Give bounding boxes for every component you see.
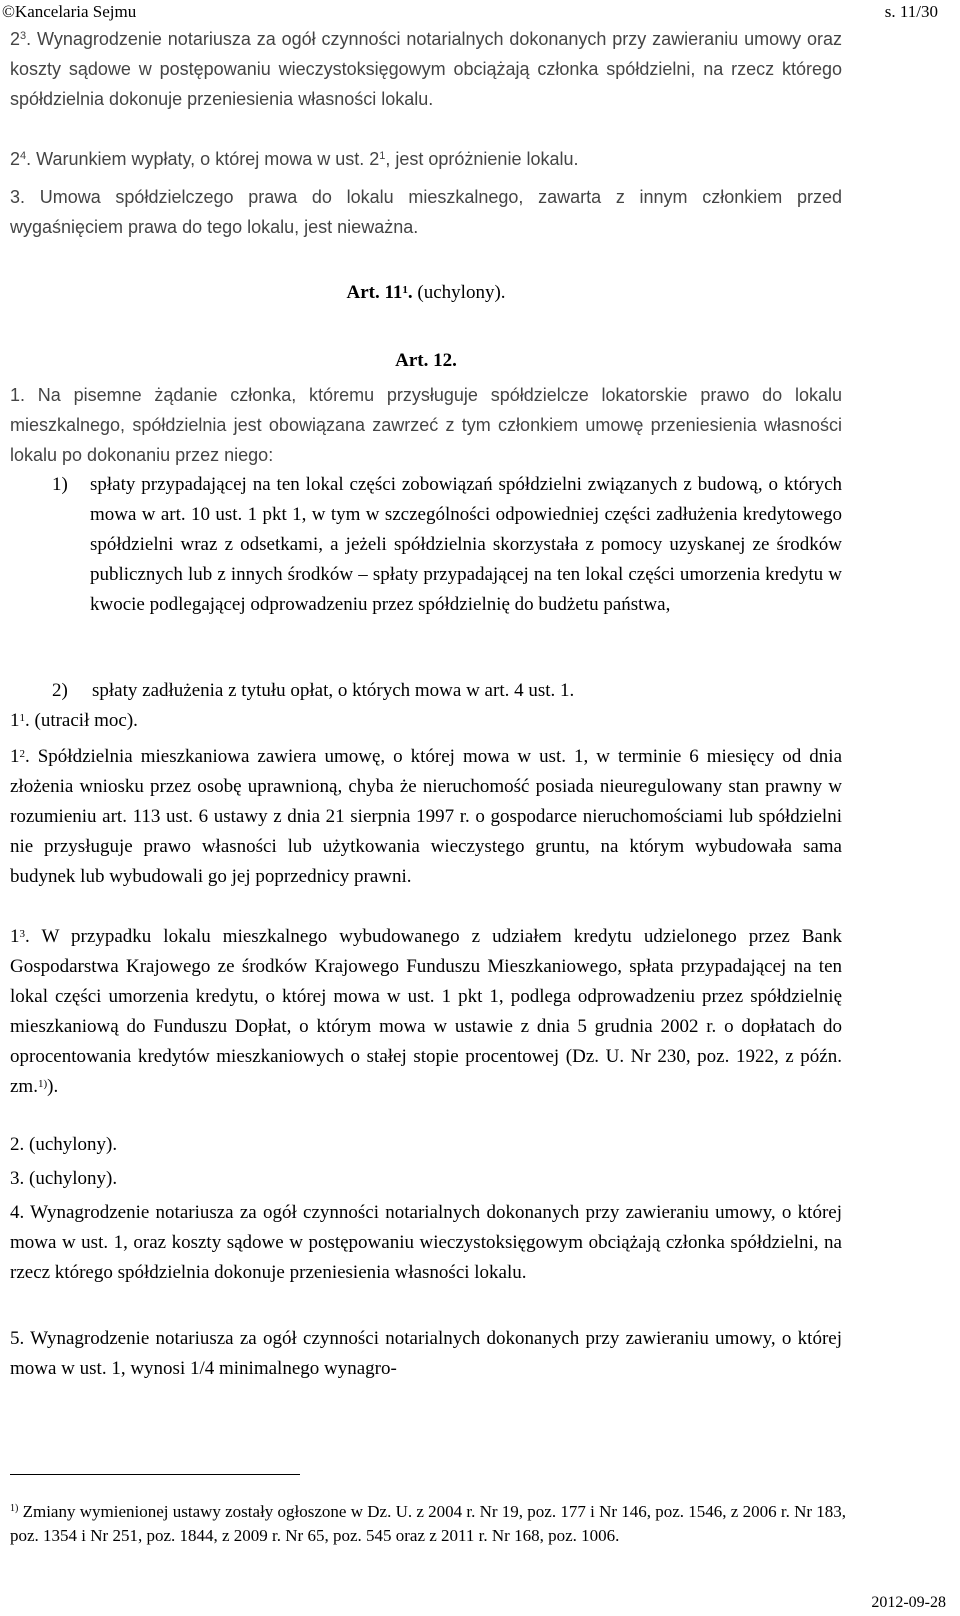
paragraph-2: 2. (uchylony). [10,1134,118,1155]
paragraph-3-repealed: 3. (uchylony). [10,1168,118,1189]
page-header [0,2,960,24]
footnote-text: Zmiany wymienionej ustawy zostały ogłoszone w Dz. U. z 2004 r. Nr 19, poz. 177 i Nr 146, poz. 1546, z 2006 r. Nr 183, poz. 1354 i Nr 251, poz. 1844, z 2009 r. Nr 65, poz. 545 oraz z 2011 r. Nr 168, poz. 1006. [10,1502,847,1545]
paragraph-1-1: $1^1$. (utracił moc). [10,710,138,731]
paragraph-5: 5. Wynagrodzenie notariusza za ogół czynności notarialnych dokonanych przy zawieraniu umowy, o której mowa w ust. 1, wynosi 1/4 minimalnego wynagro- [10,1328,842,1379]
paragraph-3: 3. Umowa spółdzielczego prawa do lokalu mieszkalnego, zawarta z innym członkiem przed wygaśnięciem prawa do tego lokalu, jest nieważna. [10,187,842,237]
footnote-reference[interactable]: 1) [37,1078,48,1090]
article-11-1-heading: Art. $11^1$. (uchylony). [346,282,506,303]
article-12-heading: Art. 12. [395,350,457,371]
document-date: 2012-09-28 [871,1594,946,1611]
footnote-marker: 1) [10,1503,19,1514]
point-1-text: spłaty przypadającej na ten lokal części zobowiązań spółdzielni związanych z budową, o których mowa w art. 10 ust. 1 pkt 1, w tym w szczególności odpowiedniej części zadłużenia kredytowego spółdzielni wraz z odsetkami, a jeżeli spółdzielnia skorzystała z pomocy uzyskanej ze środków publicznych lub z innych środków – spłaty przypadającej na ten lokal części umorzenia kredytu w kwocie podlegającej odprowadzeniu przez spółdzielnię do budżetu państwa, [90,474,842,615]
paragraph-12-1: 1. Na pisemne żądanie członka, któremu przysługuje spółdzielcze lokatorskie prawo do lokalu mieszkalnego, spółdzielnia jest obowiązana zawrzeć z tym członkiem umowę przeniesienia własności lokalu po dokonaniu przez niego: [10,385,842,465]
paragraph-2-4: $2^4$. Warunkiem wypłaty, o której mowa w ust. $2^1$, jest opróżnienie lokalu. [10,149,579,169]
footnote [10,1500,870,1548]
point-2-number: 2) [52,680,68,701]
header-source: ©Kancelaria Sejmu [2,2,137,21]
paragraph-1-3: $1^3$. W przypadku lokalu mieszkalnego wybudowanego z udziałem kredytu udzielonego przez Bank Gospodarstwa Krajowego ze środków Krajowego Funduszu Mieszkaniowego, spłata przypadającej na ten lokal części umorzenia kredytu, o której mowa w ust. 1 pkt 1, podlega odprowadzeniu przez spółdzielnię mieszkaniową do Funduszu Dopłat, o którym mowa w ustawie z dnia 5 grudnia 2002 r. o dopłatach do oprocentowania kredytów mieszkaniowych o stałej stopie procentowej (Dz. U. Nr 230, poz. 1922, z późn. zm.$^{1)}$). [10,926,842,1097]
point-2-text: spłaty zadłużenia z tytułu opłat, o których mowa w art. 4 ust. 1. [92,680,575,701]
point-1 [10,470,842,620]
footnote-separator [10,1474,300,1475]
point-1-number: 1) [52,474,68,495]
paragraph-1-2: $1^2$. Spółdzielnia mieszkaniowa zawiera umowę, o której mowa w ust. 1, w terminie 6 miesięcy od dnia złożenia wniosku przez osobę uprawnioną, chyba że nieruchomość posiada nieuregulowany stan prawny w rozumieniu art. 113 ust. 6 ustawy z dnia 21 sierpnia 1997 r. o gospodarce nieruchomościami lub spółdzielni nie przysługuje prawo własności lub użytkowania wieczystego gruntu, na którym wybudowała sama budynek lub wybudowali go jej poprzednicy prawni. [10,746,842,887]
paragraph-2-3: $2^3$. Wynagrodzenie notariusza za ogół czynności notarialnych dokonanych przy zawieraniu umowy oraz koszty sądowe w postępowaniu wieczystoksięgowym obciążają członka spółdzielni, na rzecz którego spółdzielnia dokonuje przeniesienia własności lokalu. [10,29,842,109]
point-2 [10,676,842,706]
paragraph-4: 4. Wynagrodzenie notariusza za ogół czynności notarialnych dokonanych przy zawieraniu umowy, o której mowa w ust. 1, oraz koszty sądowe w postępowaniu wieczystoksięgowym obciążają członka spółdzielni, na rzecz którego spółdzielnia dokonuje przeniesienia własności lokalu. [10,1202,842,1283]
header-page-number: s. 11/30 [884,2,938,21]
